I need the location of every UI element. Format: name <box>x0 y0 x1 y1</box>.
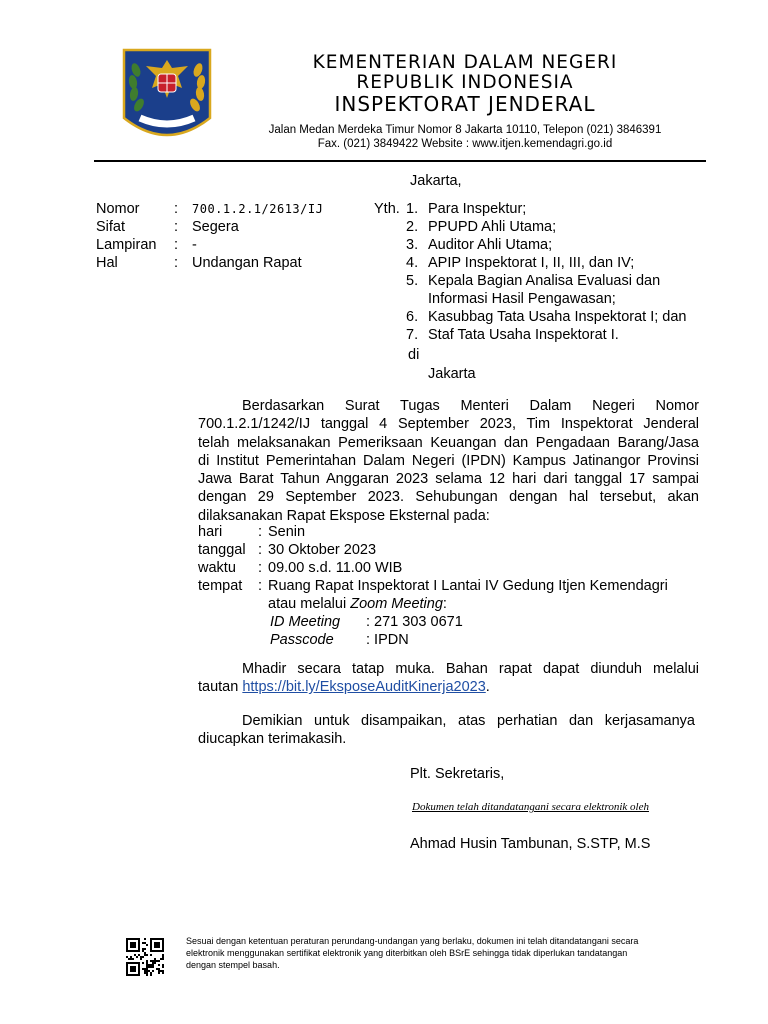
country-name: REPUBLIK INDONESIA <box>356 72 574 93</box>
list-number: 7. <box>406 327 419 343</box>
zoom-prefix: atau melalui <box>268 596 351 612</box>
zoom-meeting-label: Zoom Meeting <box>350 596 443 612</box>
ministry-logo <box>120 48 214 144</box>
meta-label: Lampiran <box>96 237 157 253</box>
body-paragraph <box>198 397 699 525</box>
list-number: 5. <box>406 273 419 289</box>
schedule-sep: : <box>258 560 263 576</box>
schedule-label: tempat <box>198 578 243 594</box>
qr-code <box>126 938 164 976</box>
schedule-value: 30 Oktober 2023 <box>268 542 377 558</box>
letter-meta <box>96 201 386 273</box>
di-label: di <box>408 347 420 363</box>
address-line-1: Jalan Medan Merdeka Timur Nomor 8 Jakarta 10110, Telepon (021) 3846391 <box>268 124 662 136</box>
body-line: di Institut Pemerintahan Dalam Negeri (IPDN) Kampus Jatinangor Provinsi <box>198 452 699 469</box>
body-line: diucapkan terimakasih. <box>198 731 347 748</box>
download-paragraph <box>198 660 699 697</box>
body-line: 700.1.2.1/1242/IJ tanggal 4 September 2023, Tim Inspektorat Jenderal <box>198 416 699 433</box>
recipient-list <box>404 201 704 345</box>
recipient-city: Jakarta <box>428 366 476 382</box>
passcode-value: : IPDN <box>366 632 409 648</box>
schedule <box>198 524 708 650</box>
closing-paragraph <box>198 712 695 749</box>
list-item <box>404 201 704 219</box>
schedule-row-waktu <box>198 560 708 578</box>
meta-row-lampiran <box>96 237 386 255</box>
link-prefix: tautan <box>198 679 243 696</box>
footer-note <box>186 935 706 971</box>
body-line: Demikian untuk disampaikan, atas perhatian dan kerjasamanya <box>242 713 695 729</box>
zoom-line <box>198 596 708 614</box>
schedule-label: hari <box>198 524 223 540</box>
meta-label: Nomor <box>96 201 140 217</box>
list-number: 4. <box>406 255 419 271</box>
list-item <box>404 291 704 309</box>
passcode-label: Passcode <box>270 632 334 648</box>
schedule-label: tanggal <box>198 542 246 558</box>
link-suffix: . <box>485 679 490 696</box>
place-date: Jakarta, <box>410 173 462 189</box>
meeting-id-label: ID Meeting <box>270 614 341 630</box>
body-line: dengan 29 September 2023. Sehubungan dengan hal tersebut, akan <box>198 489 699 506</box>
ministry-name: KEMENTERIAN DALAM NEGERI <box>312 52 618 73</box>
meeting-id-row <box>198 614 708 632</box>
schedule-sep: : <box>258 524 263 540</box>
meta-sep: : <box>174 255 179 271</box>
schedule-row-tanggal <box>198 542 708 560</box>
list-text: Informasi Hasil Pengawasan; <box>428 291 616 307</box>
meta-row-sifat <box>96 219 386 237</box>
list-item <box>404 219 704 237</box>
office-name: INSPEKTORAT JENDERAL <box>334 92 596 116</box>
meta-sep: : <box>174 237 179 253</box>
list-item <box>404 327 704 345</box>
electronic-signature-note: Dokumen telah ditandatangani secara elektronik oleh <box>412 801 649 813</box>
body-line: Berdasarkan Surat Tugas Menteri Dalam Negeri Nomor <box>242 398 699 414</box>
schedule-row-hari <box>198 524 708 542</box>
meta-sep: : <box>174 201 179 217</box>
schedule-value: Ruang Rapat Inspektorat I Lantai IV Gedung Itjen Kemendagri <box>268 578 668 594</box>
schedule-label: waktu <box>198 560 236 576</box>
yth-label: Yth. <box>374 201 400 217</box>
schedule-value: 09.00 s.d. 11.00 WIB <box>268 560 403 576</box>
list-number: 1. <box>406 201 419 217</box>
meta-sep: : <box>174 219 179 235</box>
meta-value: Segera <box>192 219 239 235</box>
list-text: Kasubbag Tata Usaha Inspektorat I; dan <box>428 309 687 325</box>
zoom-suffix: : <box>442 596 447 612</box>
passcode-row <box>198 632 708 650</box>
meta-label: Hal <box>96 255 118 271</box>
meta-label: Sifat <box>96 219 126 235</box>
list-number: 3. <box>406 237 419 253</box>
meta-value: Undangan Rapat <box>192 255 302 271</box>
schedule-row-tempat <box>198 578 708 596</box>
material-download-link[interactable]: https://bit.ly/EksposeAuditKinerja2023 <box>242 679 486 696</box>
meta-value: - <box>192 237 197 253</box>
meta-row-hal <box>96 255 386 273</box>
body-line: telah melaksanakan Pemeriksaan Keuangan dan Pengadaan Barang/Jasa <box>198 434 699 451</box>
list-number: 2. <box>406 219 419 235</box>
address-line-2: Fax. (021) 3849422 Website : www.itjen.kemendagri.go.id <box>317 138 613 150</box>
list-item <box>404 273 704 291</box>
meta-value: 700.1.2.1/2613/IJ <box>192 202 324 216</box>
footer-line: dengan stempel basah. <box>186 960 280 970</box>
body-line: dilaksanakan Rapat Ekspose Eksternal pada: <box>198 507 490 524</box>
meta-row-nomor <box>96 201 386 219</box>
footer-line: elektronik menggunakan sertifikat elektronik yang diterbitkan oleh BSrE sehingga tidak diperlukan tandatangan <box>186 948 628 958</box>
list-item <box>404 255 704 273</box>
list-text: Kepala Bagian Analisa Evaluasi dan <box>428 273 661 289</box>
header-divider <box>94 160 706 162</box>
list-item <box>404 309 704 327</box>
schedule-sep: : <box>258 542 263 558</box>
link-line <box>198 678 699 696</box>
list-text: Auditor Ahli Utama; <box>428 237 553 253</box>
body-line: Jawa Barat Tahun Anggaran 2023 selama 12 hari dari tanggal 17 sampai <box>198 471 699 488</box>
signer-name: Ahmad Husin Tambunan, S.STP, M.S <box>410 836 651 852</box>
body-line: Mhadir secara tatap muka. Bahan rapat dapat diunduh melalui <box>242 661 699 677</box>
list-item <box>404 237 704 255</box>
schedule-value: Senin <box>268 524 306 540</box>
list-text: APIP Inspektorat I, II, III, dan IV; <box>428 255 635 271</box>
signer-title: Plt. Sekretaris, <box>410 766 505 782</box>
list-text: PPUPD Ahli Utama; <box>428 219 557 235</box>
meeting-id-value: : 271 303 0671 <box>366 614 463 630</box>
list-text: Staf Tata Usaha Inspektorat I. <box>428 327 619 343</box>
footer-line: Sesuai dengan ketentuan peraturan perundang-undangan yang berlaku, dokumen ini telah ditandatangani secara <box>186 936 639 946</box>
list-text: Para Inspektur; <box>428 201 527 217</box>
schedule-sep: : <box>258 578 263 594</box>
list-number: 6. <box>406 309 419 325</box>
